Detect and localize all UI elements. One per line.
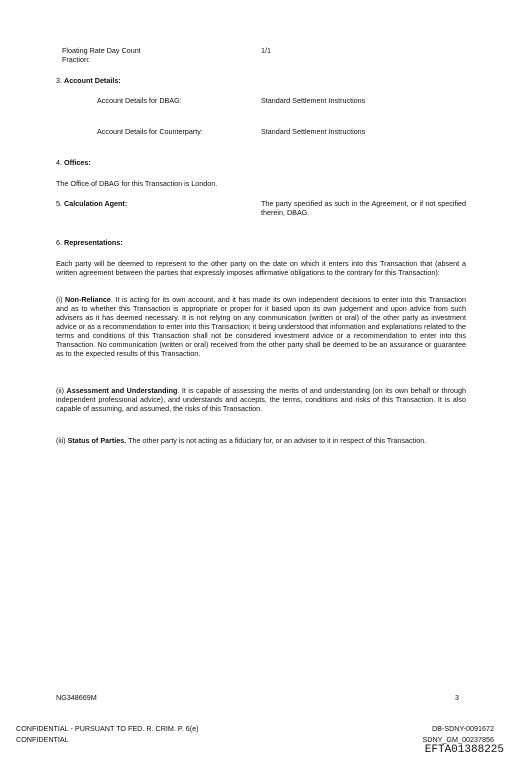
calculation-agent-heading-num: 5. xyxy=(56,199,64,208)
item1-prefix: (i) xyxy=(56,295,65,304)
item1-title: Non-Reliance xyxy=(64,295,111,304)
item3-title: Status of Parties. xyxy=(67,436,127,445)
account-details-heading-text: Account Details: xyxy=(64,76,121,85)
offices-heading xyxy=(56,158,91,167)
bates-number-sdny: SDNY_GM_00237856 xyxy=(422,735,494,744)
item2-title: Assessment and Understanding xyxy=(66,386,178,395)
floating-rate-value: 1/1 xyxy=(261,46,271,55)
efta-number: EFTA01388225 xyxy=(424,744,504,756)
item2-prefix: (ii) xyxy=(56,386,67,395)
item3-prefix: (iii) xyxy=(56,436,68,445)
representation-status-of-parties xyxy=(56,436,466,445)
item2-text: . It is capable of assessing the merits of and understanding (on its own behalf or through independent professional advice), and understands and accepts, the terms, conditions and risks of this Transaction. It is also capable of assuming, and assumed, the risks of this Transaction. xyxy=(56,386,466,413)
floating-rate-label: Floating Rate Day Count Fraction: xyxy=(62,46,141,64)
representations-heading-num: 6. xyxy=(56,238,64,247)
calculation-agent-heading-text: Calculation Agent: xyxy=(64,199,128,208)
account-details-heading xyxy=(56,76,121,85)
offices-heading-num: 4. xyxy=(56,158,64,167)
account-details-counterparty-label: Account Details for Counterparty: xyxy=(97,127,203,136)
page-number: 3 xyxy=(455,693,459,702)
account-details-dbag-value: Standard Settlement Instructions xyxy=(261,96,366,105)
item1-text: . It is acting for its own account, and it has made its own independent decisions to enter into this Transaction and as to whether this Transaction is appropriate or proper for it based upon its own judgement and upon advice from such advisers as it has deemed necessary. It is not relying on any communication (written or oral) of the other party as investment advice or as a recommendation to enter into this Transaction; it being understood that information and explanations related to the terms and conditions of this Transaction shall not be considered investment advice or a recommendation to enter into this Transaction. No communication (written or oral) received from the other party shall be deemed to be an assurance or guarantee as to the expected results of this Transaction. xyxy=(56,295,466,358)
representations-heading-text: Representations: xyxy=(64,238,123,247)
confidential-notice: CONFIDENTIAL - PURSUANT TO FED. R. CRIM. P. 6(e) xyxy=(16,724,199,733)
representations-heading xyxy=(56,238,123,247)
account-details-counterparty-value: Standard Settlement Instructions xyxy=(261,127,366,136)
account-details-heading-num: 3. xyxy=(56,76,64,85)
calculation-agent-text: The party specified as such in the Agreement, or if not specified therein, DBAG. xyxy=(261,199,466,217)
representations-intro: Each party will be deemed to represent to the other party on the date on which it enters into this Transaction that (absent a written agreement between the parties that expressly imposes affirmative obligations to the contrary for this Transaction): xyxy=(56,259,466,277)
confidential-label: CONFIDENTIAL xyxy=(16,735,69,744)
offices-heading-text: Offices: xyxy=(64,158,91,167)
bates-number-db: DB-SDNY-0091672 xyxy=(431,724,494,733)
account-details-dbag-label: Account Details for DBAG: xyxy=(97,96,182,105)
calculation-agent-heading xyxy=(56,199,127,208)
document-reference: NG348669M xyxy=(56,693,97,702)
representation-non-reliance xyxy=(56,295,466,358)
item3-text: The other party is not acting as a fiduciary for, or an adviser to it in respect of this Transaction. xyxy=(126,436,427,445)
offices-text: The Office of DBAG for this Transaction is London. xyxy=(56,179,218,188)
representation-assessment xyxy=(56,386,466,413)
